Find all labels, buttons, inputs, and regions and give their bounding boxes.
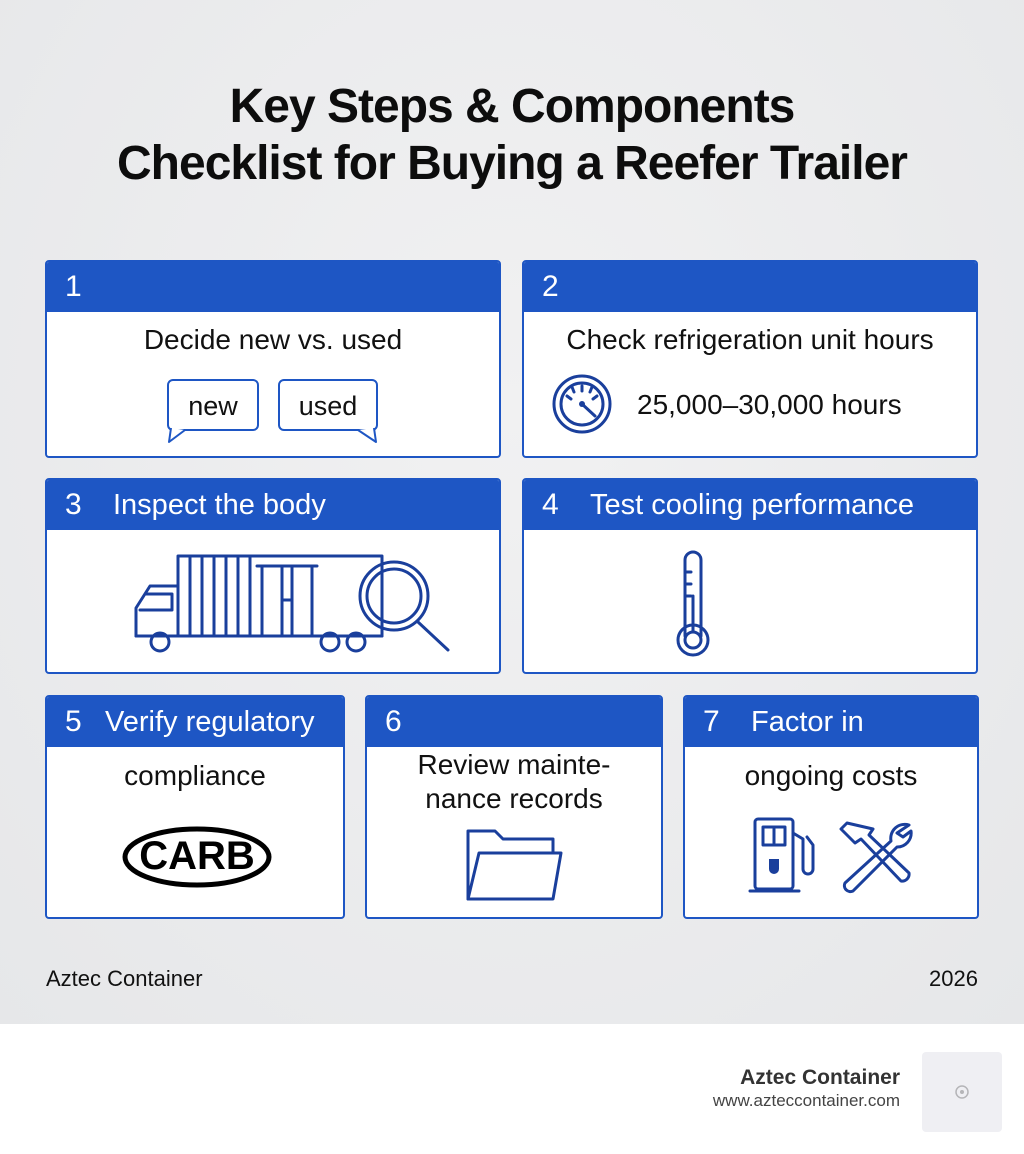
step-card-1 [45,260,501,458]
step-number: 3 [65,488,82,521]
gauge-icon [550,372,614,436]
carb-label: CARB [139,834,255,878]
fuel-pump-icon [749,815,823,897]
bubble-tails [47,262,501,458]
step-heading: Inspect the body [113,489,326,521]
attribution-name: Aztec Container [740,1066,900,1089]
truck-magnifier-icon [132,550,422,660]
step-heading: Test cooling performance [590,489,914,521]
footer-year: 2026 [929,966,978,991]
step-card-3 [45,478,501,674]
step-text: compliance [124,760,266,791]
step-text: Check refrigeration unit hours [566,324,934,355]
logo-icon [952,1080,972,1104]
used-option-bubble: used [278,379,378,431]
step-number: 4 [542,488,559,521]
thermometer-icon [670,550,720,660]
step-text-line-1: Review mainte- [417,749,611,780]
step-text-line-2: nance records [425,783,603,814]
page-title [0,78,1024,192]
attribution-logo [922,1052,1002,1132]
step-text: Decide new vs. used [143,324,403,355]
step-card-2 [522,260,978,458]
hours-value: 25,000–30,000 hours [637,389,902,420]
step-number: 1 [65,270,82,303]
step-number: 2 [542,270,559,303]
step-header [367,697,661,747]
footer-brand: Aztec Container [46,966,203,991]
folder-icon [465,825,565,905]
step-number: 7 [703,705,720,738]
step-number: 6 [385,705,402,738]
wrench-icon [835,817,915,897]
step-card-6 [365,695,663,919]
title-line-1: Key Steps & Components [229,80,795,133]
step-card-5 [45,695,345,919]
step-card-4 [522,478,978,674]
step-text: ongoing costs [744,760,918,791]
step-header [524,262,976,312]
step-card-7 [683,695,979,919]
step-header [524,480,976,530]
step-heading: Factor in [751,706,864,738]
step-number: 5 [65,705,82,738]
title-line-2: Checklist for Buying a Reefer Trailer [117,137,907,190]
new-option-bubble: new [167,379,259,431]
step-heading: Verify regulatory [105,706,315,738]
step-header [47,697,343,747]
step-header [685,697,977,747]
attribution-url[interactable]: www.azteccontainer.com [712,1091,900,1110]
step-header [47,480,499,530]
